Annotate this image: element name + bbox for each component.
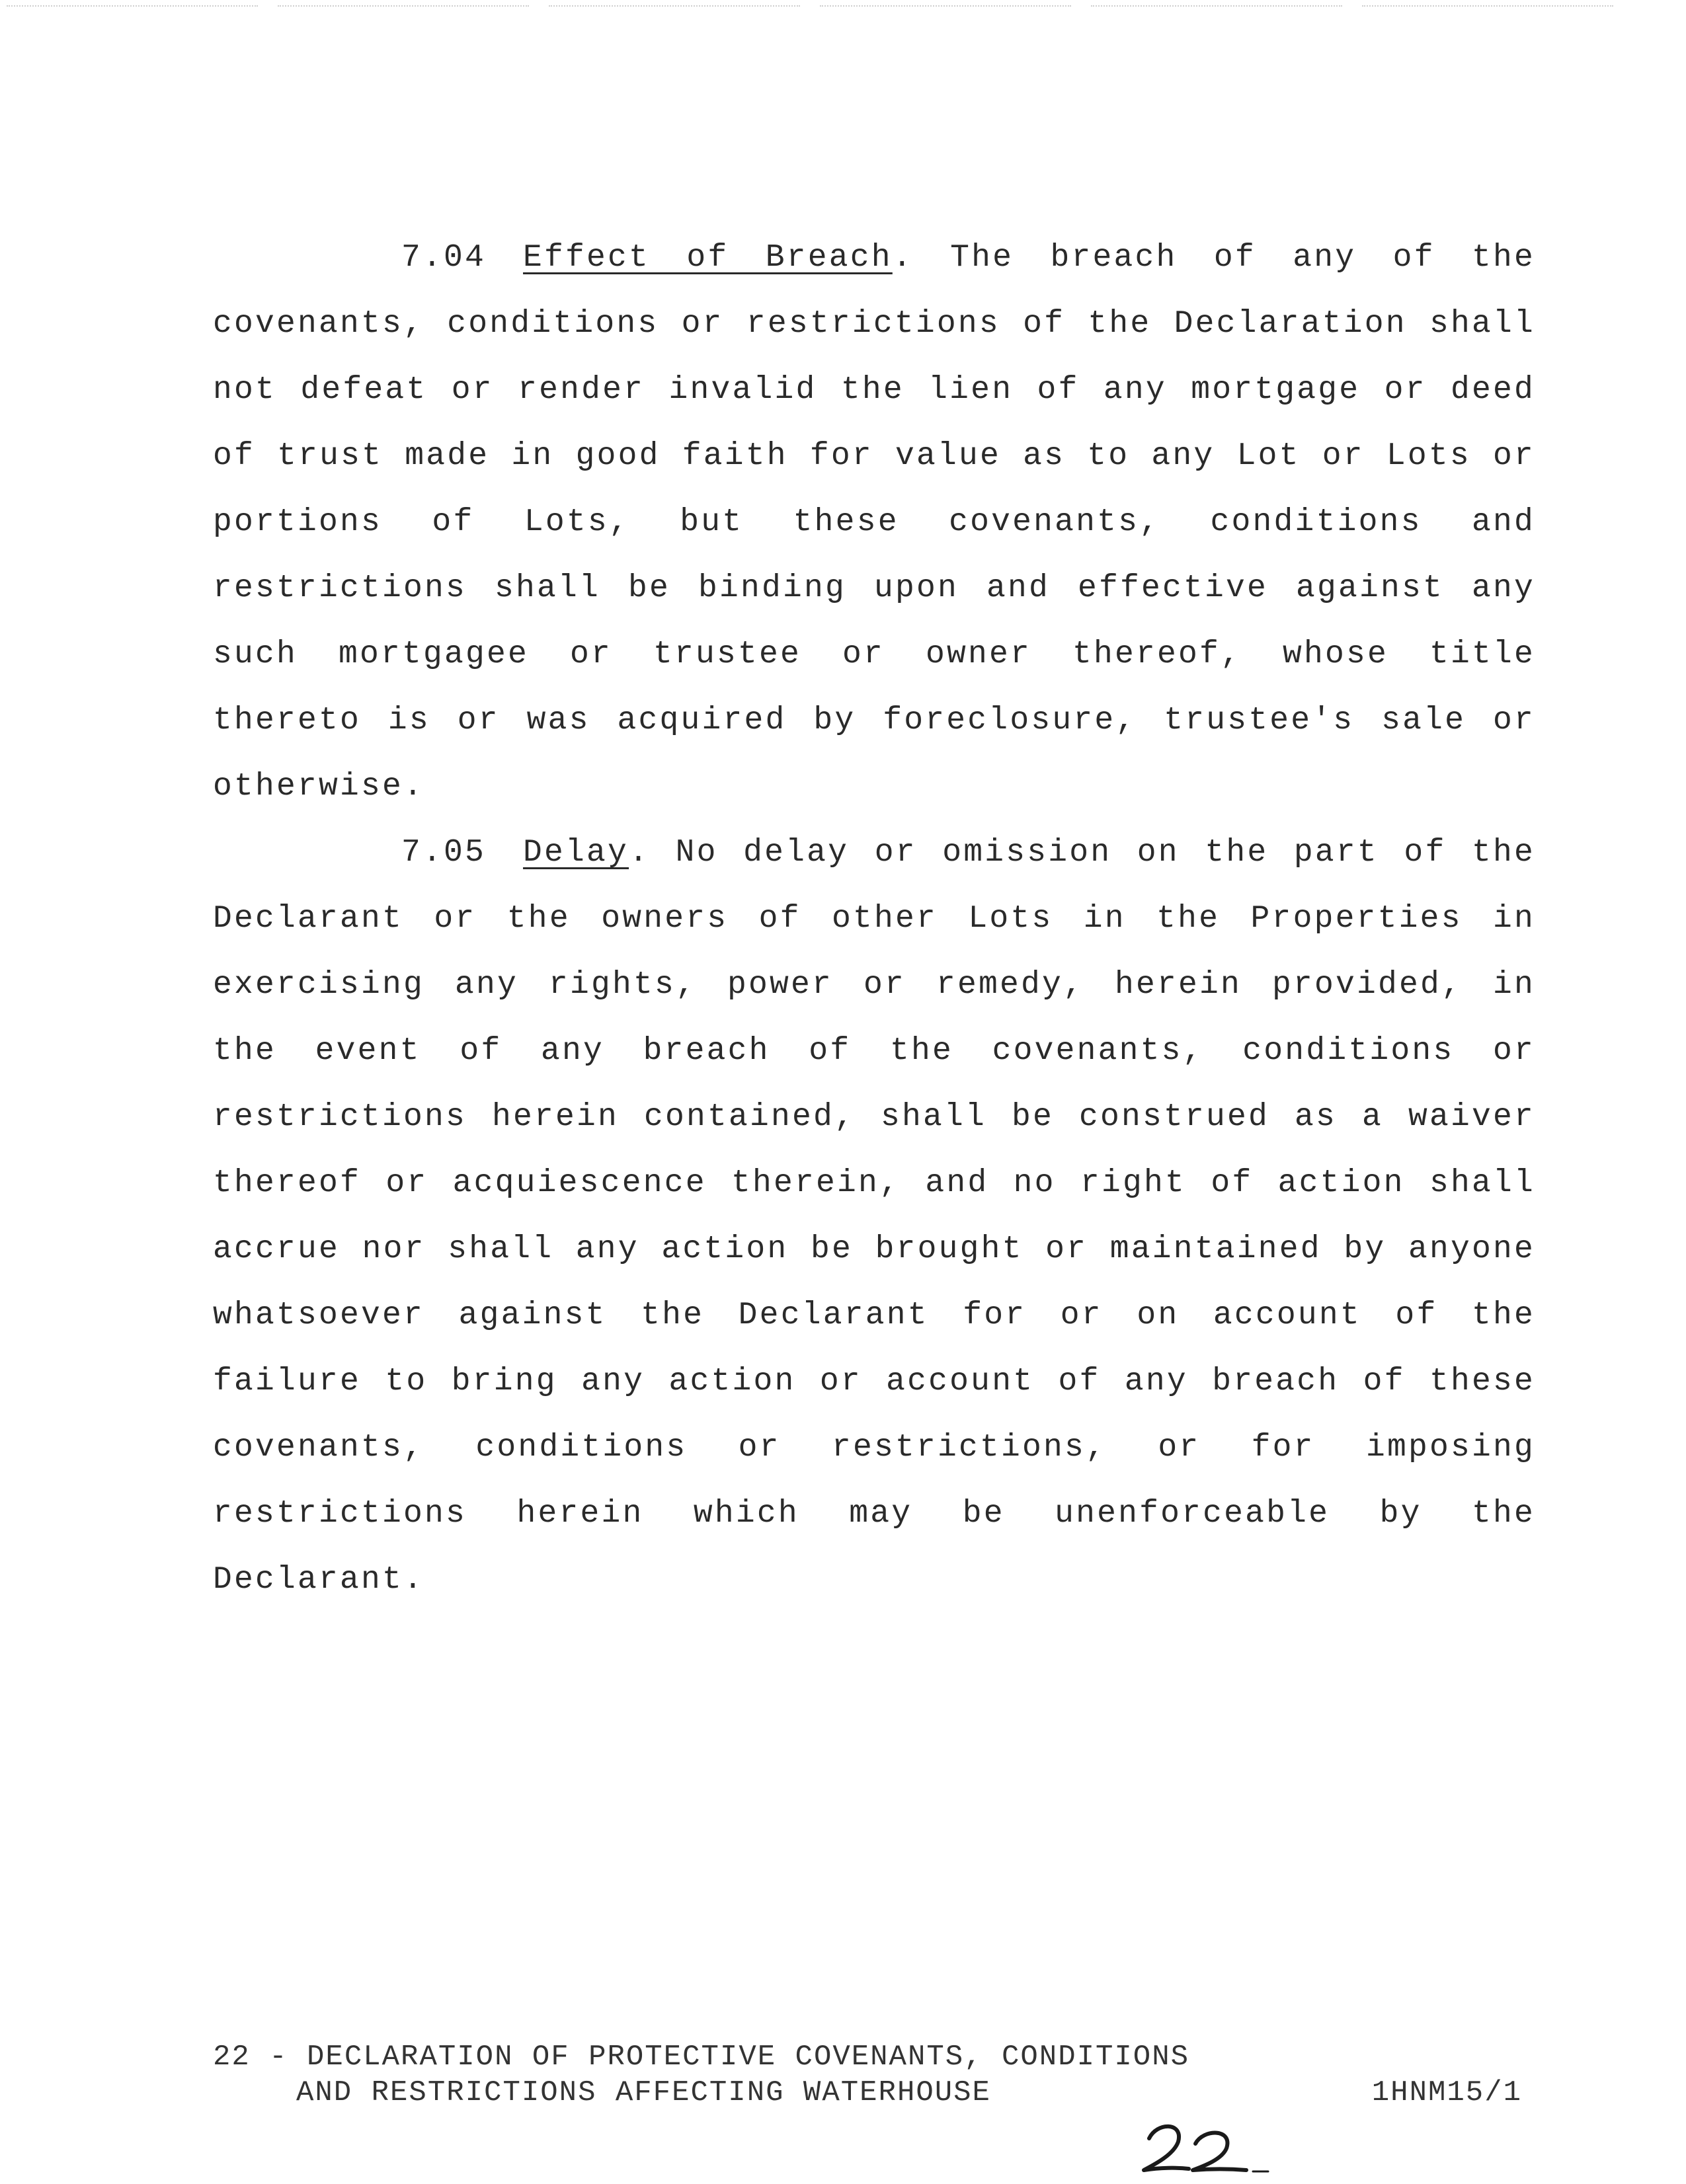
section-text: . The breach of any of the covenants, conditions or restrictions of the Declaration shall not defeat or render invalid the lien of any mortgage or deed of trust made in good faith for value as to any Lot or Lots or portions of Lots, but these covenants, conditions and restrictions shall be binding upon and effective against any such mortgagee or trustee or owner thereof, whose title thereto is or was acquired by foreclosure, trustee's sale or otherwise. <box>213 240 1536 804</box>
footer-title-line-1: 22 - DECLARATION OF PROTECTIVE COVENANTS, CONDITIONS <box>213 2041 1190 2074</box>
section-number: 7.04 <box>401 240 487 276</box>
scan-artifact <box>820 5 1071 13</box>
footer-title-text: AND RESTRICTIONS AFFECTING WATERHOUSE <box>296 2076 991 2109</box>
section-number: 7.05 <box>401 835 487 871</box>
scan-artifact <box>1091 5 1342 13</box>
page-footer <box>213 2039 1535 2111</box>
scan-artifact <box>549 5 800 13</box>
scan-artifact <box>1362 5 1613 13</box>
section-7-04 <box>213 225 1535 820</box>
handwritten-page-number <box>1137 2112 1296 2178</box>
document-body <box>213 225 1535 1613</box>
document-code: 1HNM15/1 <box>1371 2076 1522 2109</box>
section-text: . No delay or omission on the part of the Declarant or the owners of other Lots in the Properties in exercising any rights, power or remedy, herein provided, in the event of any breach of the covenants, conditions or restrictions herein contained, shall be construed as a waiver thereof or acquiescence therein, and no right of action shall accrue nor shall any action be brought or maintained by anyone whatsoever against the Declarant for or on account of the failure to bring any action or account of any breach of these covenants, conditions or restrictions, or for imposing restrictions herein which may be unenforceable by the Declarant. <box>213 835 1535 1598</box>
scan-artifact <box>278 5 529 13</box>
section-heading: Effect of Breach <box>523 240 893 276</box>
section-7-05 <box>213 820 1535 1613</box>
scan-artifact <box>7 5 258 13</box>
footer-title-line-2 <box>213 2075 1535 2111</box>
section-heading: Delay <box>523 835 629 871</box>
scan-artifact-strip <box>0 0 1686 26</box>
